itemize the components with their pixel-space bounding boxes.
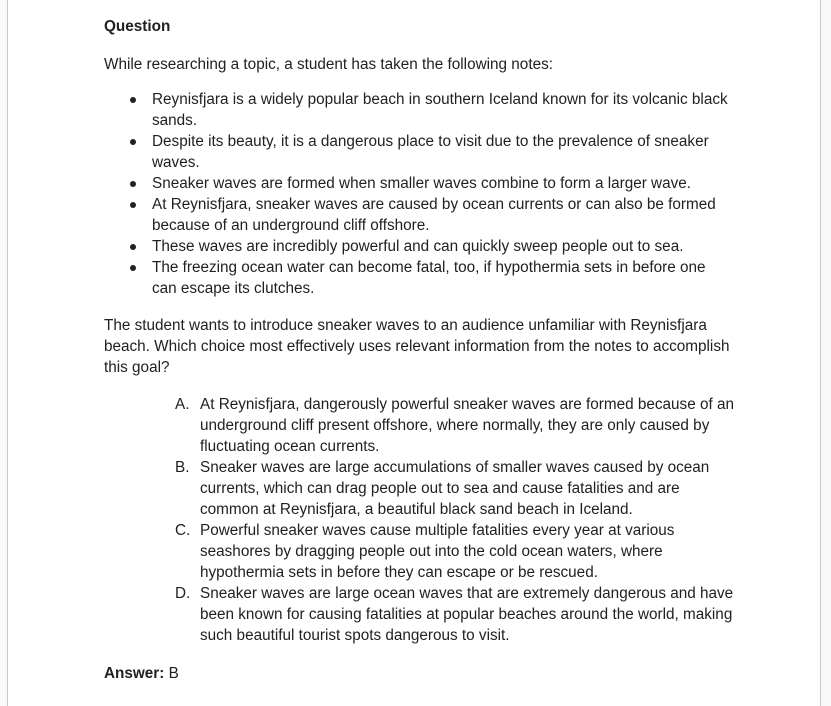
question-heading: Question <box>104 18 171 35</box>
question-intro: While researching a topic, a student has taken the following notes: <box>104 56 553 73</box>
choice-text: Sneaker waves are large accumulations of smaller waves caused by ocean currents, which can drag people out to sea and cause fatalities and are common at Reynisfjara, a beautiful black sand beach in Iceland. <box>200 459 710 518</box>
note-item <box>152 194 734 236</box>
note-item <box>152 236 734 257</box>
answer-value: B <box>164 665 179 682</box>
bullet-icon <box>130 97 136 103</box>
note-text: The freezing ocean water can become fatal, too, if hypothermia sets in before one can escape its clutches. <box>152 259 706 297</box>
answer-line <box>104 663 734 684</box>
choice-letter: B. <box>175 459 190 476</box>
choice-letter: C. <box>175 522 191 539</box>
answer-choices <box>104 394 734 646</box>
notes-list <box>104 89 734 299</box>
choice-letter: D. <box>175 585 191 602</box>
note-text: Despite its beauty, it is a dangerous place to visit due to the prevalence of sneaker waves. <box>152 133 709 171</box>
bullet-icon <box>130 181 136 187</box>
bullet-icon <box>130 244 136 250</box>
question-content <box>104 16 734 684</box>
choice-letter: A. <box>175 396 190 413</box>
note-item <box>152 131 734 173</box>
choice-text: At Reynisfjara, dangerously powerful sneaker waves are formed because of an underground cliff present offshore, where normally, they are only caused by fluctuating ocean currents. <box>200 396 734 455</box>
note-text: Sneaker waves are formed when smaller waves combine to form a larger wave. <box>152 175 692 192</box>
choice-text: Sneaker waves are large ocean waves that are extremely dangerous and have been known for causing fatalities at popular beaches around the world, making such beautiful tourist spots dangerous to visit. <box>200 585 734 644</box>
note-text: At Reynisfjara, sneaker waves are caused by ocean currents or can also be formed because of an underground cliff offshore. <box>152 196 716 234</box>
question-prompt: The student wants to introduce sneaker waves to an audience unfamiliar with Reynisfjara beach. Which choice most effectively uses relevant information from the notes to accomplish this goal? <box>104 317 730 376</box>
bullet-icon <box>130 202 136 208</box>
note-item <box>152 257 734 299</box>
choice-a <box>175 394 734 457</box>
answer-label: Answer: <box>104 665 165 682</box>
choice-b <box>175 457 734 520</box>
document-page <box>7 0 821 706</box>
note-text: Reynisfjara is a widely popular beach in southern Iceland known for its volcanic black sands. <box>152 91 728 129</box>
note-text: These waves are incredibly powerful and can quickly sweep people out to sea. <box>152 238 684 255</box>
choice-c <box>175 520 734 583</box>
note-item <box>152 173 734 194</box>
choice-text: Powerful sneaker waves cause multiple fatalities every year at various seashores by dragging people out into the cold ocean waters, where hypothermia sets in before they can escape or be rescued. <box>200 522 675 581</box>
note-item <box>152 89 734 131</box>
bullet-icon <box>130 139 136 145</box>
bullet-icon <box>130 265 136 271</box>
choice-d <box>175 583 734 646</box>
